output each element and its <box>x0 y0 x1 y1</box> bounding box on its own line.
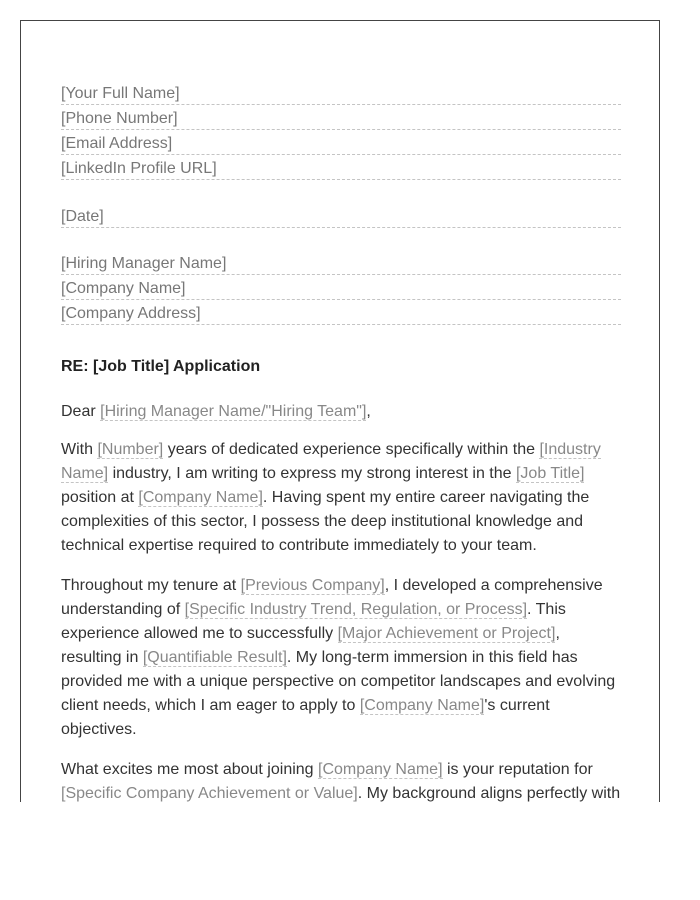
text: . Having spent my entire career navigating the complexities of this sector, I possess the deep institutional knowledge and technical expertise required to contribute immediately to your team. <box>61 489 590 554</box>
text: 's current objectives. <box>61 697 550 738</box>
major-achievement-placeholder[interactable]: [Major Achievement or Project] <box>337 625 556 642</box>
text: is your reputation for <box>442 761 593 778</box>
paragraph-experience <box>61 438 621 558</box>
salutation <box>61 400 621 424</box>
industry-trend-placeholder[interactable]: [Specific Industry Trend, Regulation, or Process] <box>184 601 528 618</box>
text: With <box>61 441 98 458</box>
company-name-placeholder[interactable]: [Company Name] <box>318 761 443 778</box>
text: Throughout my tenure at <box>61 577 241 594</box>
company-name-field[interactable]: [Company Name] <box>61 276 621 300</box>
hiring-manager-field[interactable]: [Hiring Manager Name] <box>61 251 621 275</box>
paragraph-tenure <box>61 574 621 742</box>
phone-field[interactable]: [Phone Number] <box>61 106 621 130</box>
letter-content <box>61 81 621 802</box>
company-name-placeholder[interactable]: [Company Name] <box>138 489 263 506</box>
date-field[interactable]: [Date] <box>61 204 621 228</box>
text: position at <box>61 489 139 506</box>
text: . My long-term immersion in this field has provided me with a unique perspective on competitor landscapes and evolving client needs, which I am eager to apply to <box>61 649 616 714</box>
email-field[interactable]: [Email Address] <box>61 131 621 155</box>
job-title-placeholder[interactable]: [Job Title] <box>515 465 585 482</box>
full-name-field[interactable]: [Your Full Name] <box>61 81 621 105</box>
text: industry, I am writing to express my strong interest in the <box>108 465 516 482</box>
company-name-placeholder[interactable]: [Company Name] <box>359 697 485 714</box>
text: , I developed a comprehensive understanding of <box>61 577 603 618</box>
industry-name-placeholder[interactable]: [Industry Name] <box>61 441 601 482</box>
text: . My background aligns perfectly with <box>357 785 621 802</box>
salutation-suffix: , <box>366 403 371 420</box>
number-placeholder[interactable]: [Number] <box>97 441 164 458</box>
spacer <box>61 229 621 251</box>
text: . This experience allowed me to successfully <box>61 601 566 642</box>
company-address-field[interactable]: [Company Address] <box>61 301 621 325</box>
quantifiable-result-placeholder[interactable]: [Quantifiable Result] <box>142 649 287 666</box>
spacer <box>61 181 621 204</box>
paragraph-motivation <box>61 758 621 802</box>
text: , resulting in <box>61 625 560 666</box>
text: years of dedicated experience specifically within the <box>163 441 540 458</box>
text: What excites me most about joining <box>61 761 319 778</box>
letter-page <box>20 20 660 802</box>
previous-company-placeholder[interactable]: [Previous Company] <box>240 577 385 594</box>
linkedin-field[interactable]: [LinkedIn Profile URL] <box>61 156 621 180</box>
subject-line: RE: [Job Title] Application <box>61 358 261 375</box>
salutation-placeholder[interactable]: [Hiring Manager Name/"Hiring Team"] <box>100 403 367 420</box>
salutation-prefix: Dear <box>61 403 101 420</box>
company-achievement-placeholder[interactable]: [Specific Company Achievement or Value] <box>61 785 358 802</box>
